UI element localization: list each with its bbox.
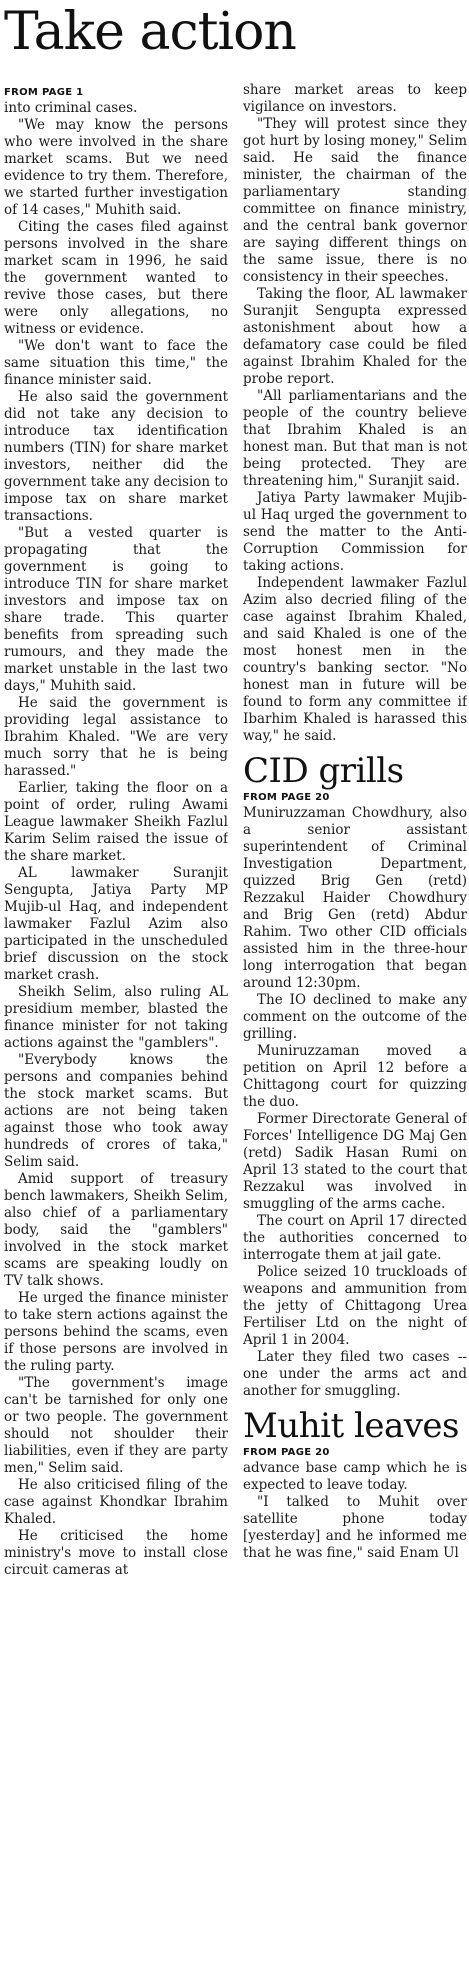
paragraph: Independent lawmaker Fazlul Azim also decried filing of the case against Ibrahim Khaled, and said Khaled is one of the most honest men in the country's banking sector. "No honest man in future will be found to form any committee if Ibarhim Khaled is harassed this way," he said. — [243, 575, 467, 744]
paragraph: Muniruzzaman moved a petition on April 12 before a Chittagong court for quizzing the duo. — [243, 1043, 467, 1110]
paragraph: He criticised the home ministry's move to install close circuit cameras at — [4, 1528, 228, 1578]
cid-grills-headline: CID grills — [243, 751, 404, 791]
paragraph: He also criticised filing of the case against Khondkar Ibrahim Khaled. — [4, 1477, 228, 1527]
paragraph: Muniruzzaman Chowdhury, also a senior assistant superintendent of Criminal Investigation Department, quizzed Brig Gen (retd) Rezzakul Haider Chowdhury and Brig Gen (retd) Abdur Rahim. Two other CID officials assisted him in the three-hour long interrogation that began around 12:30pm. — [243, 805, 467, 991]
paragraph: Police seized 10 truckloads of weapons and ammunition from the jetty of Chittagong Urea Fertiliser Ltd on the night of April 1 in 2004. — [243, 1264, 467, 1348]
paragraph: Sheikh Selim, also ruling AL presidium member, blasted the finance minister for not taking actions against the "gamblers". — [4, 984, 228, 1051]
paragraph: Citing the cases filed against persons involved in the share market scam in 1996, he said the government wanted to revive those cases, but there were only allegations, no witness or evidence. — [4, 219, 228, 337]
headline: Take action — [4, 2, 296, 62]
paragraph: Jatiya Party lawmaker Mujib-ul Haq urged the government to send the matter to the Anti-Corruption Commission for taking actions. — [243, 490, 467, 574]
paragraph: Earlier, taking the floor on a point of order, ruling Awami League lawmaker Sheikh Fazlul Karim Selim raised the issue of the share market. — [4, 780, 228, 864]
paragraph: "We may know the persons who were involved in the share market scams. But we need evidence to try them. Therefore, we started further investigation of 14 cases," Muhith said. — [4, 117, 228, 218]
muhit-leaves-headline: Muhit leaves — [243, 1406, 459, 1446]
paragraph: He said the government is providing legal assistance to Ibrahim Khaled. "We are very much sorry that he is being harassed." — [4, 695, 228, 779]
paragraph: "I talked to Muhit over satellite phone today [yesterday] and he informed me that he was fine," said Enam Ul — [243, 1494, 467, 1561]
paragraph: share market areas to keep vigilance on investors. — [243, 82, 467, 115]
paragraph: "But a vested quarter is propagating that the government is going to introduce TIN for share market investors and impose tax on share trade. This quarter benefits from spreading such rumours, and they made the market unstable in the last two days," Muhith said. — [4, 525, 228, 694]
paragraph: The court on April 17 directed the authorities concerned to interrogate them at jail gate. — [243, 1213, 467, 1263]
right-column — [243, 82, 467, 1974]
paragraph: Taking the floor, AL lawmaker Suranjit Sengupta expressed astonishment about how a defamatory case could be filed against Ibrahim Khaled for the probe report. — [243, 286, 467, 387]
paragraph: "Everybody knows the persons and companies behind the stock market scams. But actions are not being taken against those who took away hundreds of crores of taka," Selim said. — [4, 1052, 228, 1170]
paragraph: AL lawmaker Suranjit Sengupta, Jatiya Party MP Mujib-ul Haq, and independent lawmaker Fazlul Azim also participated in the unscheduled brief discussion on the stock market crash. — [4, 865, 228, 983]
left-column — [4, 86, 228, 1974]
from-page-label: FROM PAGE 20 — [243, 1447, 330, 1458]
paragraph: Later they filed two cases -- one under the arms act and another for smuggling. — [243, 1349, 467, 1399]
paragraph: "All parliamentarians and the people of the country believe that Ibrahim Khaled is an honest man. But that man is not being protected. They are threatening him," Suranjit said. — [243, 388, 467, 489]
paragraph: "The government's image can't be tarnished for only one or two people. The government should not shoulder their liabilities, even if they are party men," Selim said. — [4, 1375, 228, 1476]
paragraph: He also said the government did not take any decision to introduce tax identification numbers (TIN) for share market investors, neither did the government take any decision to impose tax on share market transactions. — [4, 389, 228, 524]
paragraph: into criminal cases. — [4, 100, 138, 116]
from-page-label: FROM PAGE 1 — [4, 87, 84, 98]
paragraph: Amid support of treasury bench lawmakers, Sheikh Selim, also chief of a parliamentary body, said the "gamblers" involved in the stock market scams are speaking loudly on TV talk shows. — [4, 1171, 228, 1289]
paragraph: Former Directorate General of Forces' Intelligence DG Maj Gen (retd) Sadik Hasan Rumi on April 13 stated to the court that Rezzakul was involved in smuggling of the arms cache. — [243, 1111, 467, 1212]
paragraph: advance base camp which he is expected to leave today. — [243, 1460, 467, 1493]
from-page-label: FROM PAGE 20 — [243, 792, 330, 803]
paragraph: He urged the finance minister to take stern actions against the persons behind the scams, even if those persons are involved in the ruling party. — [4, 1290, 228, 1374]
paragraph: "We don't want to face the same situation this time," the finance minister said. — [4, 338, 228, 388]
paragraph: The IO declined to make any comment on the outcome of the grilling. — [243, 992, 467, 1042]
paragraph: "They will protest since they got hurt by losing money," Selim said. He said the finance minister, the chairman of the parliamentary standing committee on finance ministry, and the central bank governor are saying different things on the same issue, there is no consistency in their speeches. — [243, 116, 467, 285]
